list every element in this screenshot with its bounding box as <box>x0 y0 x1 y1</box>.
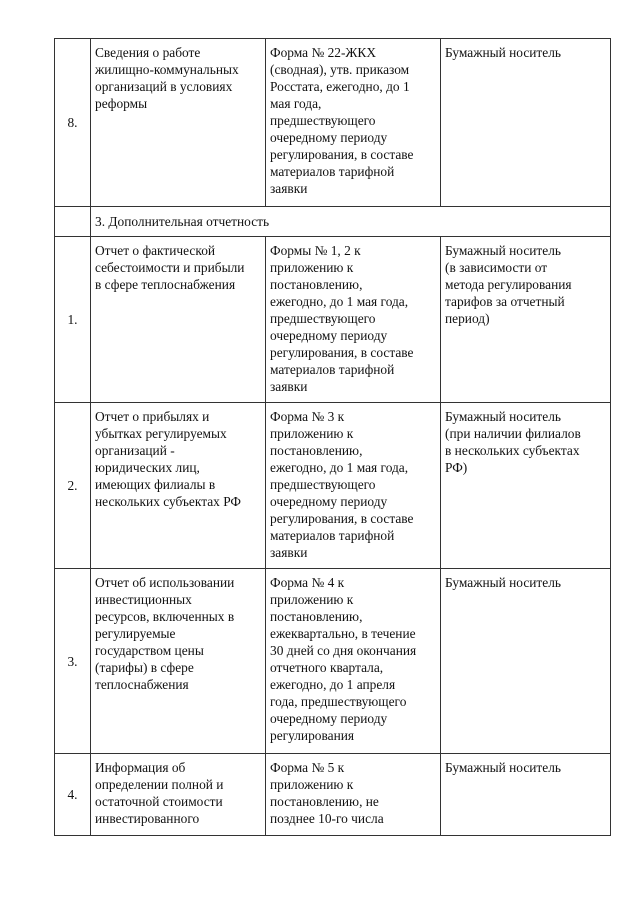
report-name: Отчет о прибылях и убытках регулируемых организаций - юридических лиц, имеющих филиалы в нескольких субъектах РФ <box>91 403 266 569</box>
report-name: Отчет о фактической себестоимости и прибыли в сфере теплоснабжения <box>91 237 266 403</box>
row-number: 1. <box>55 237 91 403</box>
table-row <box>55 403 611 569</box>
row-number: 4. <box>55 754 91 836</box>
report-medium: Бумажный носитель <box>441 569 611 754</box>
table-row <box>55 569 611 754</box>
report-medium: Бумажный носитель (в зависимости от метода регулирования тарифов за отчетный период) <box>441 237 611 403</box>
report-name: Информация об определении полной и остаточной стоимости инвестированного <box>91 754 266 836</box>
report-form: Форма № 5 к приложению к постановлению, не позднее 10-го числа <box>266 754 441 836</box>
table-row <box>55 39 611 207</box>
reporting-table <box>54 38 611 836</box>
report-medium: Бумажный носитель <box>441 39 611 207</box>
section-title: 3. Дополнительная отчетность <box>91 207 611 237</box>
table-row <box>55 754 611 836</box>
report-form: Форма № 3 к приложению к постановлению, ежегодно, до 1 мая года, предшествующего очередному периоду регулирования, в составе материалов тарифной заявки <box>266 403 441 569</box>
report-medium: Бумажный носитель <box>441 754 611 836</box>
report-form: Форма № 22-ЖКХ (сводная), утв. приказом Росстата, ежегодно, до 1 мая года, предшествующего очередному периоду регулирования, в составе материалов тарифной заявки <box>266 39 441 207</box>
row-number: 8. <box>55 39 91 207</box>
report-name: Сведения о работе жилищно-коммунальных организаций в условиях реформы <box>91 39 266 207</box>
report-form: Формы № 1, 2 к приложению к постановлению, ежегодно, до 1 мая года, предшествующего очередному периоду регулирования, в составе материалов тарифной заявки <box>266 237 441 403</box>
report-medium: Бумажный носитель (при наличии филиалов в нескольких субъектах РФ) <box>441 403 611 569</box>
report-name: Отчет об использовании инвестиционных ресурсов, включенных в регулируемые государством цены (тарифы) в сфере теплоснабжения <box>91 569 266 754</box>
report-form: Форма № 4 к приложению к постановлению, ежеквартально, в течение 30 дней со дня окончания отчетного квартала, ежегодно, до 1 апреля года, предшествующего очередному периоду регулирования <box>266 569 441 754</box>
row-number: 3. <box>55 569 91 754</box>
row-number: 2. <box>55 403 91 569</box>
table-row <box>55 237 611 403</box>
section-header-row <box>55 207 611 237</box>
